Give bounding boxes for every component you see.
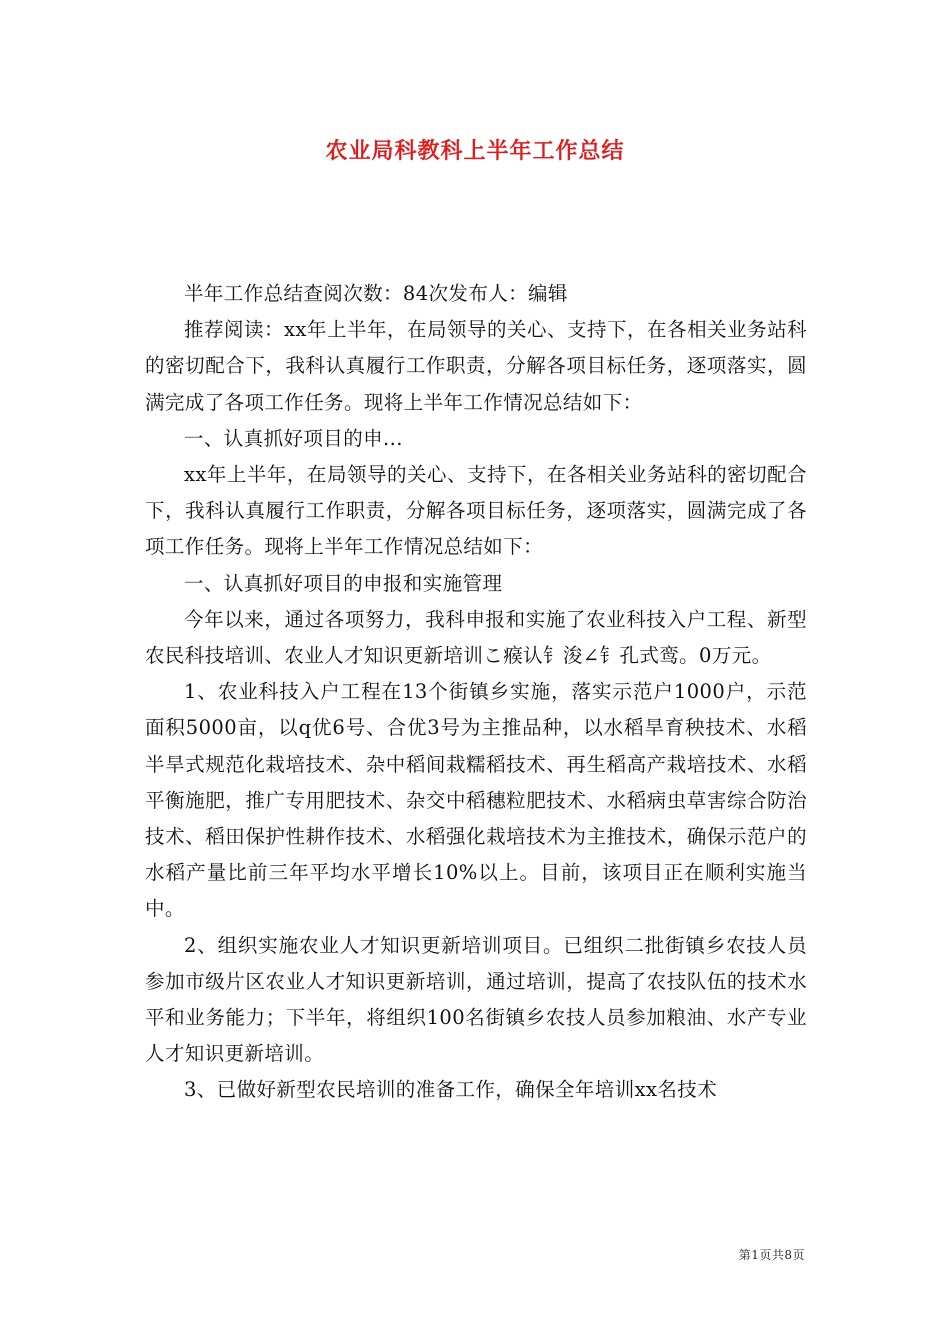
paragraph-item-2: 2、组织实施农业人才知识更新培训项目。已组织二批街镇乡农技人员参加市级片区农业人才知识更新培训，通过培训，提高了农技队伍的技术水平和业务能力；下半年，将组织100名街镇乡农技人员参加粮油、水产专业人才知识更新培训。 — [145, 933, 807, 1066]
paragraph-recommended: 推荐阅读：xx年上半年，在局领导的关心、支持下，在各相关业务站科的密切配合下，我科认真履行工作职责，分解各项目标任务，逐项落实，圆满完成了各项工作任务。现将上半年工作情况总结如下： — [145, 318, 807, 414]
paragraph-item-3: 3、已做好新型农民培训的准备工作，确保全年培训xx名技术 — [184, 1078, 718, 1102]
paragraph-meta: 半年工作总结查阅次数：84次发布人：编辑 — [184, 282, 568, 305]
paragraph-projects: 今年以来，通过各项努力，我科申报和实施了农业科技入户工程、新型农民科技培训、农业人才知识更新培训こ瘊认钅浚∠钅孔式鸾。0万元。 — [145, 607, 807, 668]
page-number: 第1页共8页 — [738, 1248, 805, 1262]
paragraph-intro: xx年上半年，在局领导的关心、支持下，在各相关业务站科的密切配合下，我科认真履行工作职责，分解各项目标任务，逐项落实，圆满完成了各项工作任务。现将上半年工作情况总结如下： — [145, 463, 807, 559]
document-body — [145, 276, 807, 1109]
paragraph-heading-preview: 一、认真抓好项目的申... — [184, 426, 403, 450]
paragraph-item-1: 1、农业科技入户工程在13个街镇乡实施，落实示范户1000户，示范面积5000亩，以q优6号、合优3号为主推品种，以水稻旱育秧技术、水稻半旱式规范化栽培技术、杂中稻间栽糯稻技术、再生稻高产栽培技术、水稻平衡施肥，推广专用肥技术、杂交中稻穗粒肥技术、水稻病虫草害综合防治技术、稻田保护性耕作技术、水稻强化栽培技术为主推技术，确保示范户的水稻产量比前三年平均水平增长10%以上。目前，该项目正在顺利实施当中。 — [145, 680, 807, 921]
paragraph-section-heading: 一、认真抓好项目的申报和实施管理 — [184, 571, 503, 595]
document-title: 农业局科教科上半年工作总结 — [325, 139, 625, 164]
